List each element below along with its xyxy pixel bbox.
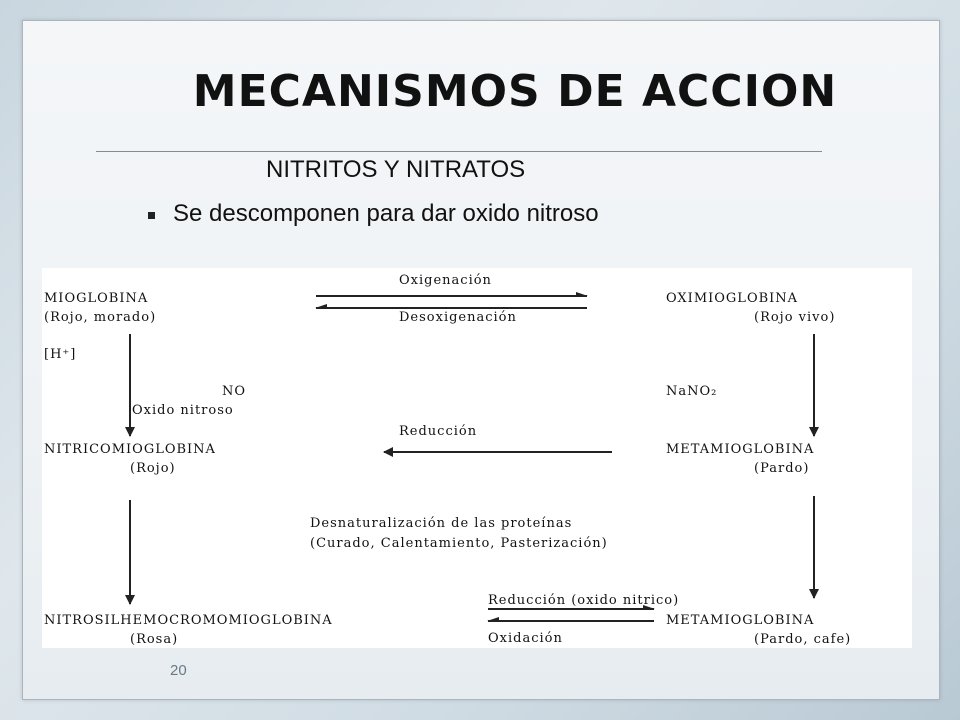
label-reduccion-oxido-nitrico: Reducción (oxido nitrico)	[488, 593, 680, 608]
slide-subtitle: NITRITOS Y NITRATOS	[266, 156, 526, 183]
square-bullet-icon	[148, 212, 155, 219]
page-number: 20	[170, 662, 187, 679]
node-mioglobina: MIOGLOBINA	[44, 291, 149, 306]
node-metamioglobina-final: METAMIOGLOBINA	[666, 613, 815, 628]
label-oxidacion: Oxidación	[488, 631, 563, 646]
node-metamioglobina: METAMIOGLOBINA	[666, 442, 815, 457]
node-oximioglobina-color: (Rojo vivo)	[754, 310, 836, 325]
label-h-plus: [H⁺]	[44, 347, 77, 362]
node-metamioglobina-final-color: (Pardo, cafe)	[754, 632, 852, 647]
node-nitrosilhemocromomioglobina-color: (Rosa)	[130, 632, 179, 647]
label-oxigenacion: Oxigenación	[399, 273, 492, 288]
myoglobin-reaction-diagram	[42, 268, 912, 648]
label-curado: (Curado, Calentamiento, Pasterización)	[310, 536, 608, 551]
slide-title: MECANISMOS DE ACCION	[192, 66, 838, 117]
node-nitricomioglobina-color: (Rojo)	[130, 461, 176, 476]
label-oxido-nitroso: Oxido nitroso	[132, 403, 234, 418]
bullet-item	[148, 200, 599, 228]
label-no: NO	[222, 384, 247, 399]
node-nitricomioglobina: NITRICOMIOGLOBINA	[44, 442, 216, 457]
node-mioglobina-color: (Rojo, morado)	[44, 310, 157, 325]
node-oximioglobina: OXIMIOGLOBINA	[666, 291, 799, 306]
node-nitrosilhemocromomioglobina: NITROSILHEMOCROMOMIOGLOBINA	[44, 613, 333, 628]
label-desnaturalizacion: Desnaturalización de las proteínas	[310, 516, 573, 531]
title-divider	[96, 151, 822, 152]
label-desoxigenacion: Desoxigenación	[399, 310, 517, 325]
bullet-text: Se descomponen para dar oxido nitroso	[173, 200, 599, 227]
label-reduccion: Reducción	[399, 424, 478, 439]
label-nano2: NaNO₂	[666, 384, 718, 399]
node-metamioglobina-color: (Pardo)	[754, 461, 810, 476]
